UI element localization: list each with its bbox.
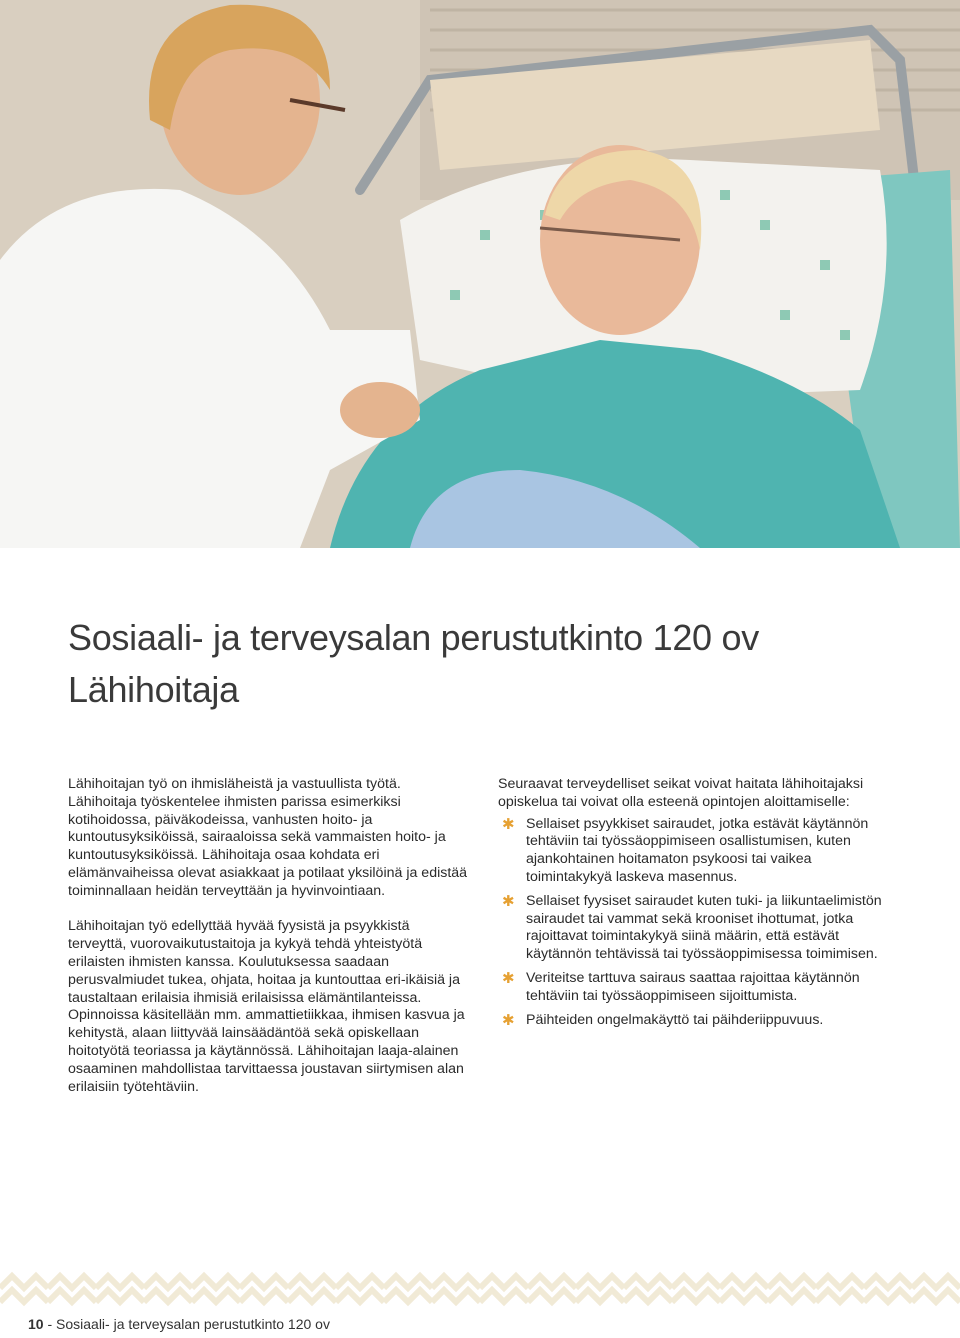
hero-photo: [0, 0, 960, 548]
left-column: [68, 776, 468, 1114]
footer-text: - Sosiaali- ja terveysalan perustutkinto 120 ov: [43, 1316, 330, 1332]
page-title: [68, 612, 908, 716]
decorative-border: [0, 1268, 960, 1308]
body-paragraph-1: Lähihoitajan työ on ihmisläheistä ja vastuullista työtä. Lähihoitaja työskentelee ihmisten parissa esimerkiksi kotihoidossa, päiväkodeissa, vanhusten hoito- ja kuntoutusyksiköissä, sairaaloissa sekä vammaisten hoito- ja kuntoutusyksiköissä. Lähihoitaja osaa kohdata eri elämänvaiheissa olevat asiakkaat ja potilaat yksilöinä ja edistää toiminnallaan heidän terveyttään ja hyvinvointiaan.: [68, 776, 468, 899]
asterisk-bullet-icon: ✱: [502, 1011, 515, 1029]
page-footer: [28, 1316, 330, 1332]
asterisk-bullet-icon: ✱: [502, 969, 515, 987]
asterisk-bullet-icon: ✱: [502, 892, 515, 910]
body-paragraph-2: Lähihoitajan työ edellyttää hyvää fyysistä ja psyykkistä terveyttä, vuorovaikutustaitoja ja kykyä tehdä yhteistyötä erilaisten ihmisten kanssa. Koulutuksessa saadaan perusvalmiudet tukea, ohjata, hoitaa ja kuntouttaa eri-ikäisiä ja taustaltaan erilaisia ihmisiä erilaisissa elämäntilanteissa. Opinnoissa käsitellään mm. ammattietiikkaa, ihmisen kasvua ja kehitystä, alaan liittyvää lainsäädäntöä sekä opiskellaan hoitotyötä teoriassa ja käytännössä. Lähihoitajan laaja-alainen osaaminen mahdollistaa tarvittaessa joustavan siirtymisen alan erilaisiin työtehtäviin.: [68, 918, 465, 1095]
asterisk-bullet-icon: ✱: [502, 815, 515, 833]
title-line-1: Sosiaali- ja terveysalan perustutkinto 120 ov: [68, 617, 759, 658]
right-column: [498, 776, 898, 1035]
list-item: ✱ Sellaiset psyykkiset sairaudet, jotka estävät käytännön tehtäviin tai työssäoppimiseen osallistumisen, kuten ajankohtainen hoitamaton psykoosi tai vaikea toimintakykyä laskeva masennus.: [502, 815, 869, 885]
page-number: 10: [28, 1316, 44, 1332]
title-line-2: Lähihoitaja: [68, 669, 239, 710]
list-item: ✱ Veriteitse tarttuva sairaus saattaa rajoittaa käytännön tehtäviin tai työssäoppimiseen sijoittumista.: [502, 969, 860, 1004]
health-restrictions-list: [498, 816, 898, 1030]
list-item: ✱ Päihteiden ongelmakäyttö tai päihderiippuvuus.: [502, 1011, 824, 1029]
list-item: ✱ Sellaiset fyysiset sairaudet kuten tuki- ja liikuntaelimistön sairaudet tai vammat sekä krooniset ihottumat, jotka rajoittavat toimintakykyä siinä määrin, että estävät käytännön tehtävissä tai työssäoppimisessa toimimisen.: [502, 892, 882, 963]
intro-paragraph: Seuraavat terveydelliset seikat voivat haitata lähihoitajaksi opiskelua tai voivat olla esteenä opintojen aloittamiselle:: [498, 776, 864, 810]
